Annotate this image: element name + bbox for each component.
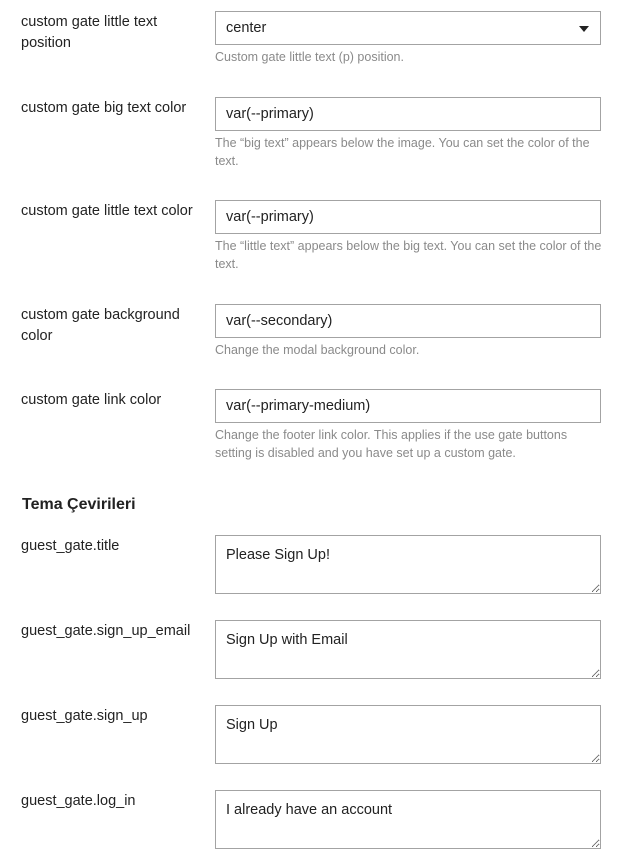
translation-key: guest_gate.sign_up_email [21,623,191,639]
setting-description: Change the modal background color. [215,343,420,357]
big-text-color-input[interactable] [215,97,601,131]
section-heading-translations: Tema Çevirileri [22,496,136,513]
setting-label: custom gate little text position [21,14,158,51]
setting-label: custom gate little text color [21,203,193,219]
translation-log-in-textarea[interactable] [215,790,601,849]
setting-description: Change the footer link color. This applies if the use gate buttons setting is disabled and you have set up a custom gate. [215,428,568,460]
translation-sign-up-email-textarea[interactable] [215,620,601,679]
caret-down-icon[interactable] [579,26,589,32]
translation-title-textarea[interactable] [215,535,601,594]
translation-sign-up-textarea[interactable] [215,705,601,764]
little-text-position-select[interactable] [215,11,601,45]
translation-key: guest_gate.sign_up [21,708,148,724]
setting-description: The “big text” appears below the image. You can set the color of the text. [215,136,590,168]
setting-description: The “little text” appears below the big text. You can set the color of the text. [215,239,602,271]
translation-key: guest_gate.title [21,538,120,554]
setting-label: custom gate link color [21,392,162,408]
little-text-color-input[interactable] [215,200,601,234]
link-color-input[interactable] [215,389,601,423]
translation-key: guest_gate.log_in [21,793,136,809]
setting-description: Custom gate little text (p) position. [215,50,404,64]
select-value: center [226,20,267,36]
setting-label: custom gate background color [21,307,180,344]
background-color-input[interactable] [215,304,601,338]
setting-label: custom gate big text color [21,100,187,116]
